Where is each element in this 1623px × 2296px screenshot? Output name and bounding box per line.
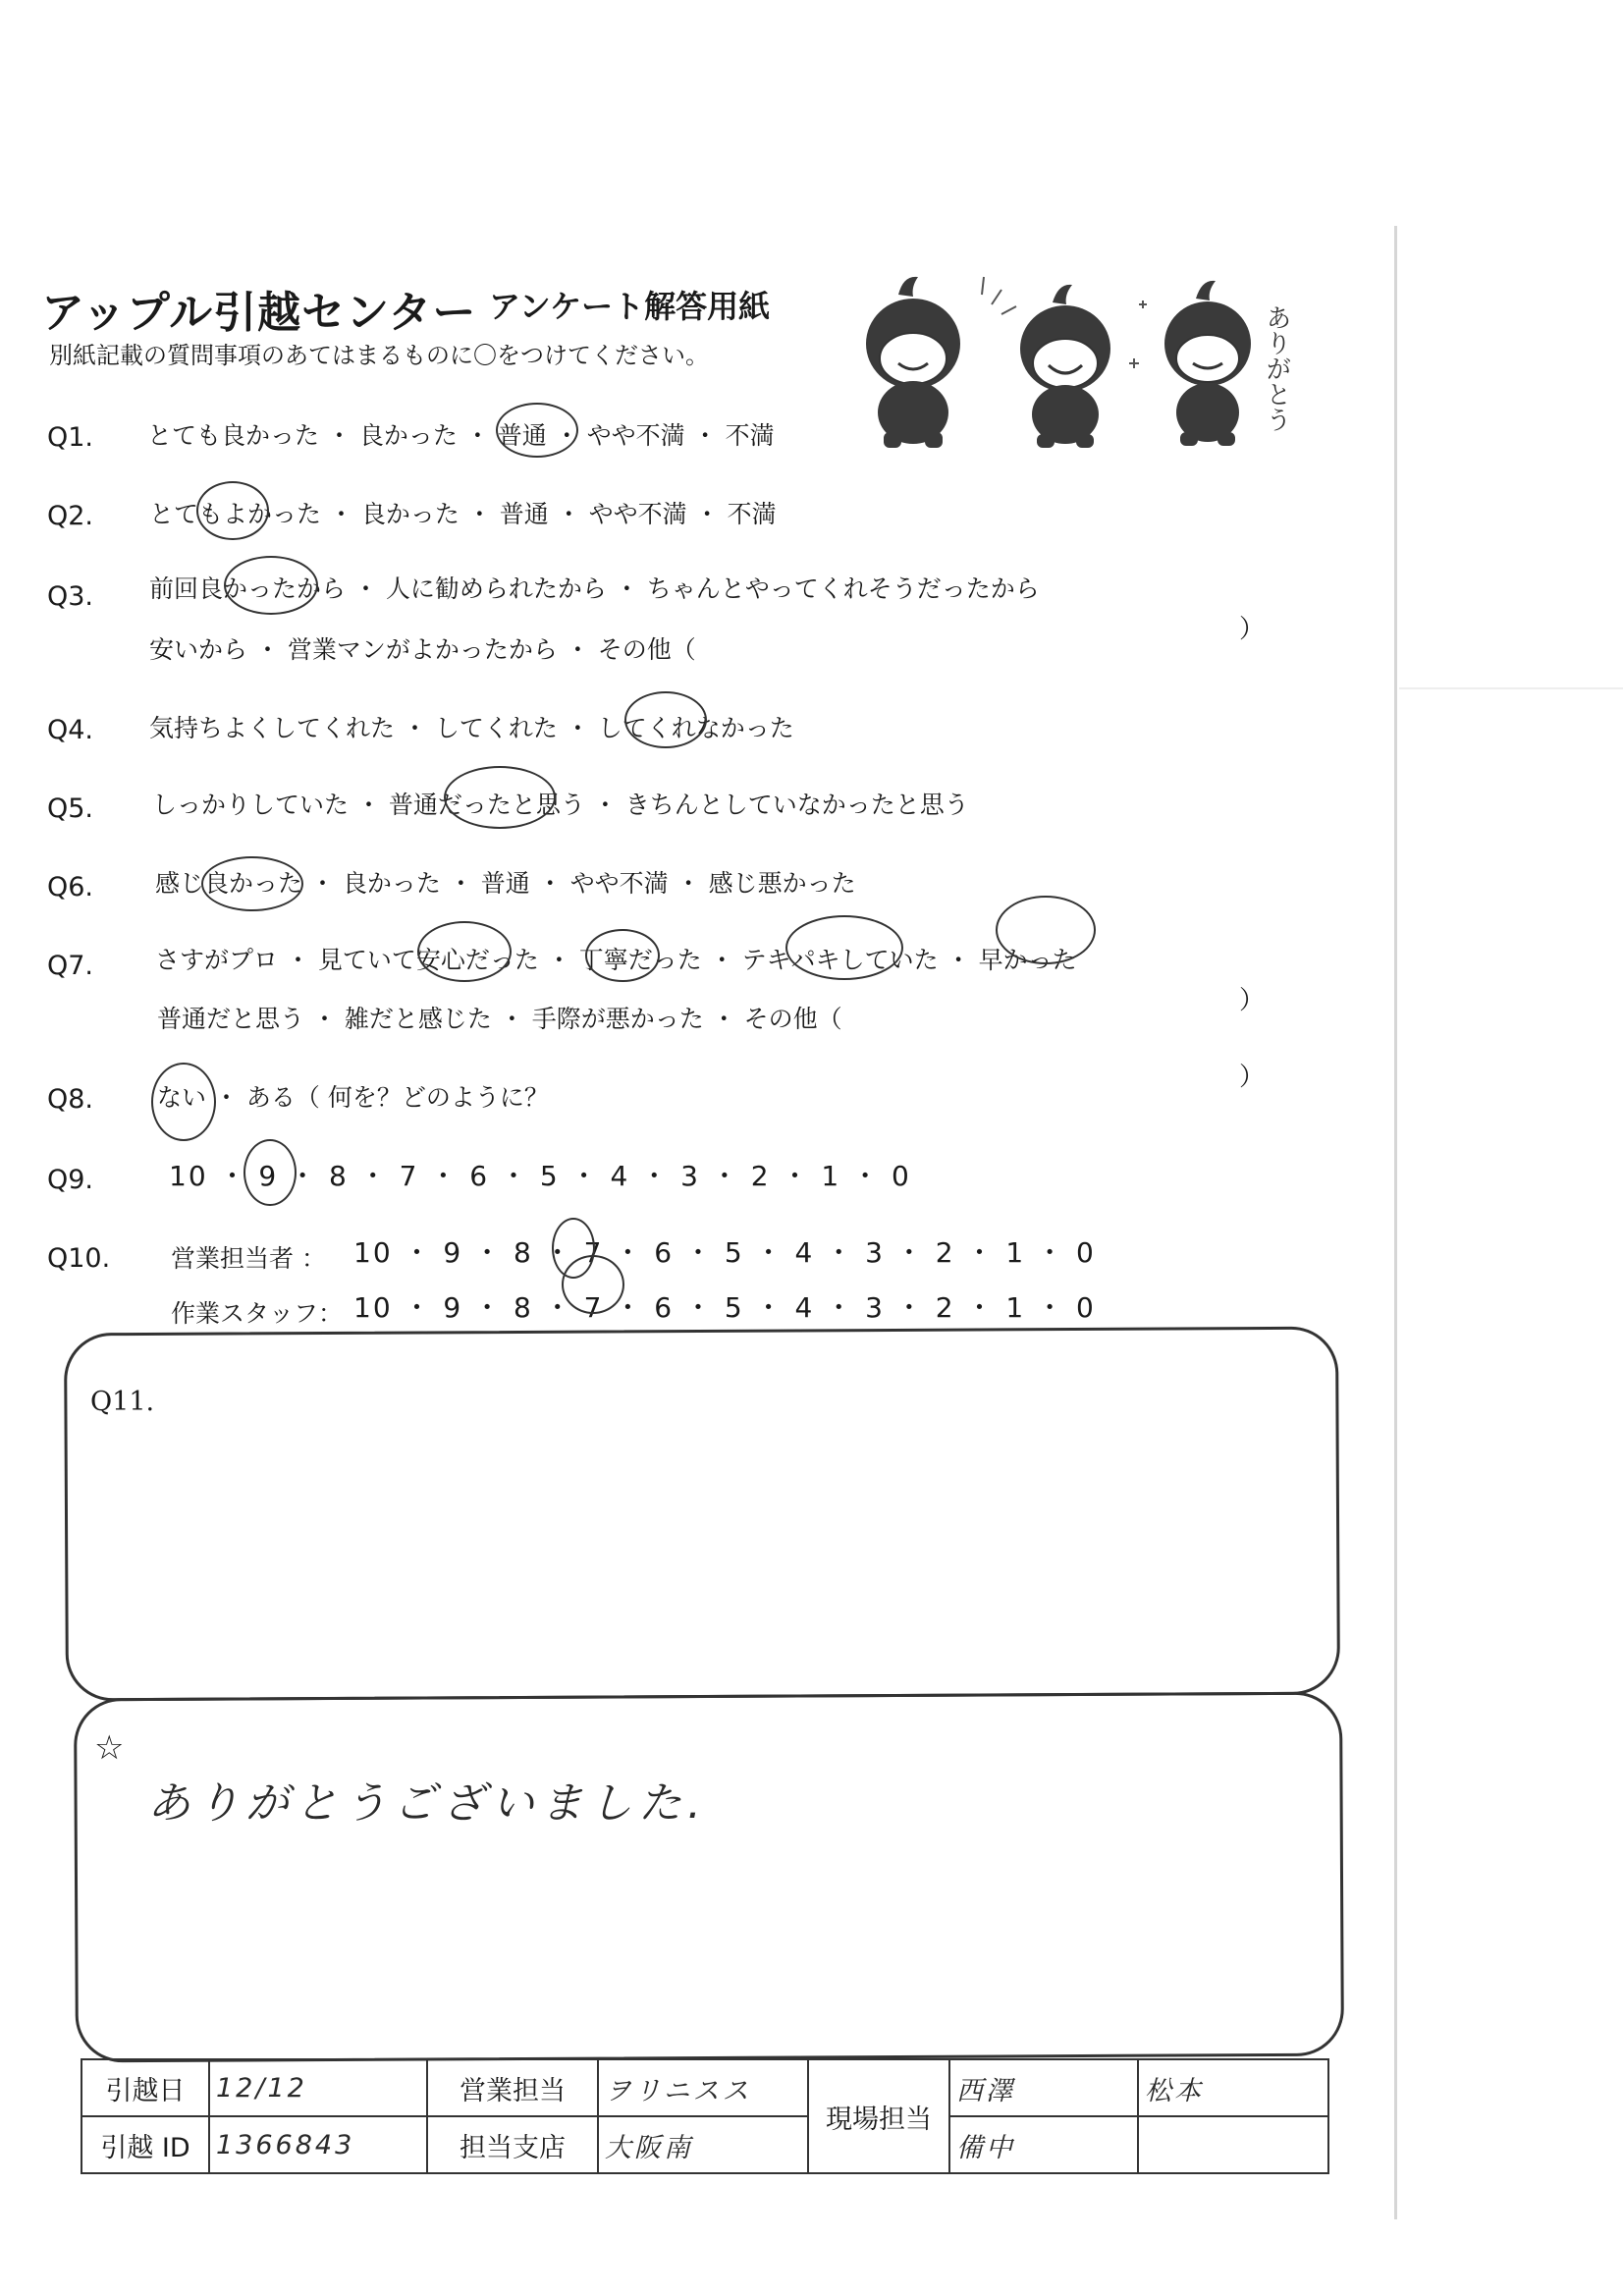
q10-label: Q10. [47, 1243, 111, 1274]
q6-label: Q6. [47, 872, 94, 902]
move-id-value: 1366843 [209, 2116, 427, 2173]
q1-selection-circle [496, 403, 578, 458]
instruction-text: 別紙記載の質問事項のあてはまるものに〇をつけてください。 [49, 342, 709, 369]
q3-close-paren: ） [1239, 615, 1266, 644]
q3-selection-circle [224, 556, 318, 615]
q4-options: 気持ちよくしてくれた ・ してくれた ・ してくれなかった [149, 714, 794, 742]
mascot-left-icon [866, 277, 960, 448]
comment-box [74, 1692, 1344, 2063]
q10-staff-selection-circle [562, 1255, 624, 1314]
site-staff-2: 松本 [1138, 2059, 1328, 2116]
q3-options-line1: 前回良かったから ・ 人に勧められたから ・ ちゃんとやってくれそうだったから [149, 574, 1040, 603]
q11-answer-box [64, 1327, 1340, 1702]
branch-value: 大阪南 [598, 2116, 808, 2173]
q10-sales-scale: 10 ・ 9 ・ 8 ・ 7 ・ 6 ・ 5 ・ 4 ・ 3 ・ 2 ・ 1 ・ 0 [353, 1236, 1096, 1269]
move-date-value: 12/12 [209, 2059, 427, 2116]
q7-options-line1: さすがプロ ・ 見ていて安心だった ・ 丁寧だった ・ テキパキしていた ・ 早かった [155, 946, 1077, 974]
q10-staff-label: 作業スタッフ： [171, 1299, 344, 1328]
site-staff-3: 備中 [949, 2116, 1138, 2173]
move-date-label: 引越日 [81, 2059, 209, 2116]
q7-circle-tekipaki [785, 915, 903, 980]
info-table [81, 2058, 1329, 2174]
q11-label: Q11. [90, 1387, 155, 1417]
q5-label: Q5. [47, 793, 94, 824]
q10-sales-label: 営業担当者 ： [171, 1244, 326, 1273]
q8-label: Q8. [47, 1084, 94, 1115]
form-title: アンケート解答用紙 [489, 288, 771, 325]
q8-close-paren: ） [1239, 1063, 1266, 1092]
mascot-center-icon [1020, 285, 1110, 448]
move-id-label: 引越 ID [81, 2116, 209, 2173]
q3-label: Q3. [47, 581, 94, 612]
branch-label: 担当支店 [427, 2116, 598, 2173]
mascot-thanks-text: ありがとう [1262, 304, 1291, 432]
q6-selection-circle [201, 856, 303, 911]
star-icon: ☆ [94, 1728, 125, 1768]
site-staff-label: 現場担当 [808, 2059, 949, 2173]
page-edge-line [1399, 687, 1623, 689]
q8-selection-circle [151, 1063, 216, 1141]
site-staff-4 [1138, 2116, 1328, 2173]
page-edge [1394, 226, 1397, 2219]
q4-selection-circle [624, 691, 707, 748]
q7-close-paren: ） [1239, 986, 1266, 1015]
q7-circle-hayakatta [996, 896, 1096, 964]
q5-options: しっかりしていた ・ 普通だったと思う ・ きちんとしていなかったと思う [152, 791, 969, 819]
handwritten-comment: ありがとうございました. [147, 1778, 707, 1829]
q2-options: とてもよかった ・ 良かった ・ 普通 ・ やや不満 ・ 不満 [149, 500, 777, 528]
q7-circle-teinei [585, 929, 660, 982]
mascot-illustration [844, 265, 1296, 452]
q1-label: Q1. [47, 422, 94, 453]
q7-label: Q7. [47, 951, 94, 981]
q6-options: 感じ良かった ・ 良かった ・ 普通 ・ やや不満 ・ 感じ悪かった [155, 869, 856, 898]
q4-label: Q4. [47, 715, 94, 745]
q7-circle-anshin [417, 921, 512, 982]
sales-rep-label: 営業担当 [427, 2059, 598, 2116]
q9-scale: 10 ・ 9 ・ 8 ・ 7 ・ 6 ・ 5 ・ 4 ・ 3 ・ 2 ・ 1 ・ 0 [169, 1160, 911, 1192]
sales-rep-value: ヲリニスス [598, 2059, 808, 2116]
q3-options-line2: 安いから ・ 営業マンがよかったから ・ その他（ [149, 635, 696, 664]
q7-options-line2: 普通だと思う ・ 雑だと感じた ・ 手際が悪かった ・ その他（ [157, 1005, 842, 1033]
q8-options: ない ・ ある（ 何を？どのように？ [157, 1083, 549, 1112]
site-staff-1: 西澤 [949, 2059, 1138, 2116]
q10-staff-scale: 10 ・ 9 ・ 8 ・ 7 ・ 6 ・ 5 ・ 4 ・ 3 ・ 2 ・ 1 ・ 0 [353, 1291, 1096, 1324]
q1-options: とても良かった ・ 良かった ・ 普通 ・ やや不満 ・ 不満 [147, 421, 775, 450]
q5-selection-circle [444, 766, 556, 829]
q2-selection-circle [196, 481, 269, 540]
brand-title: アップル引越センター [41, 288, 477, 338]
q9-selection-circle [243, 1139, 297, 1206]
mascot-right-icon [1164, 281, 1251, 446]
q9-label: Q9. [47, 1165, 94, 1195]
q2-label: Q2. [47, 501, 94, 531]
